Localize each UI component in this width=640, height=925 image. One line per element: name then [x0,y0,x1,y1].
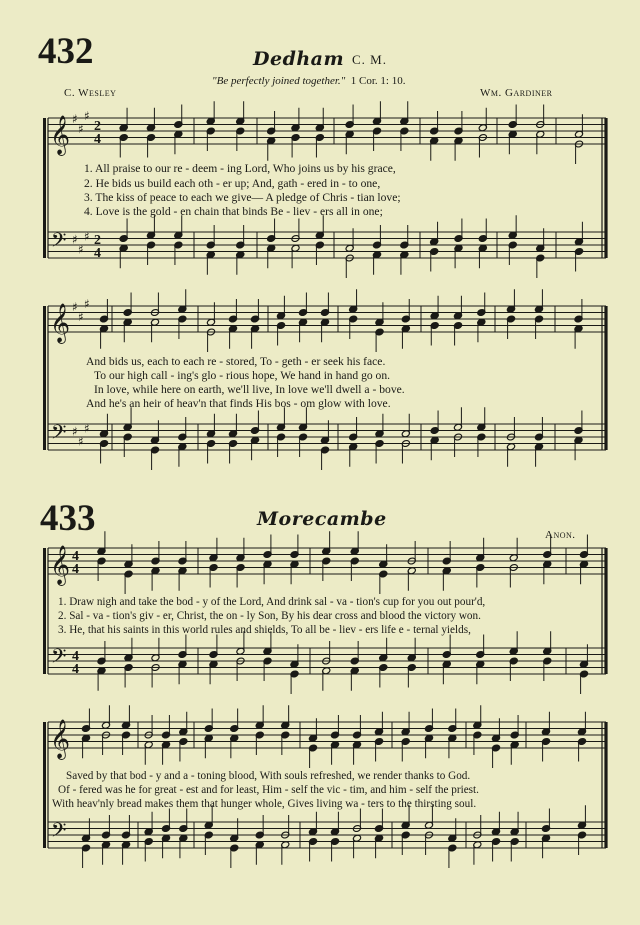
time-signature: 4 [72,562,79,577]
time-signature: 2 [94,119,101,134]
key-signature-sharp: ♯ [72,232,78,247]
treble-clef: 𝄞 [50,545,71,585]
time-signature: 4 [94,132,101,147]
key-signature-sharp: ♯ [84,421,90,436]
lyric-line: Saved by that bod - y and a - toning blood, With souls refreshed, we render thanks to God. [66,770,471,782]
key-signature-sharp: ♯ [78,121,84,136]
epigraph-quote: "Be perfectly joined together." [212,75,346,87]
lyric-line: In love, while here on earth, we'll live, In love we'll dwell a - bove. [94,383,405,396]
composer-credit: Wm. Gardiner [480,87,553,99]
lyric-line: 1. All praise to our re - deem - ing Lord, Who joins us by his grace, [84,162,396,175]
time-signature: 4 [72,662,79,677]
system-brace [43,118,46,258]
bass-clef: 𝄢 [51,420,67,449]
lyric-line: Of - fered was he for great - est and for least, Him - self the vic - tim, and him - self the priest. [58,784,479,796]
epigraph-reference: 1 Cor. 1: 10. [350,75,406,87]
key-signature-sharp: ♯ [78,309,84,324]
bass-clef: 𝄢 [51,818,67,847]
bass-clef: 𝄢 [51,228,67,257]
lyric-line: 3. He, that his saints in this world rules and shields, To all be - liev - ers life e - ternal yields, [58,624,471,636]
key-signature-sharp: ♯ [84,108,90,123]
bass-clef: 𝄢 [51,644,67,673]
lyric-line: 2. Sal - va - tion's giv - er, Christ, the on - ly Son, By his dear cross and blood the victory won. [58,610,481,622]
meter: C. M. [352,52,387,67]
treble-clef: 𝄞 [50,115,71,155]
key-signature-sharp: ♯ [84,229,90,244]
key-signature-sharp: ♯ [78,434,84,449]
system-brace [43,722,46,848]
time-signature: 4 [72,549,79,564]
lyric-line: 4. Love is the gold - en chain that binds Be - liev - ers all in one; [84,205,383,218]
tune-name: Morecambe [257,508,387,530]
key-signature-sharp: ♯ [72,300,78,314]
time-signature: 4 [94,246,101,261]
hymn-number: 433 [40,498,96,539]
treble-clef: 𝄞 [50,719,71,759]
lyric-line: 3. The kiss of peace to each we give— A pledge of Chris - tian love; [84,191,401,204]
lyric-line: And bids us, each to each re - stored, To - geth - er seek his face. [86,355,386,368]
lyric-line: 2. He bids us build each oth - er up; And, gath - ered in - to one, [84,177,381,190]
key-signature-sharp: ♯ [84,296,90,311]
composer-credit: Anon. [545,529,576,541]
hymn-number: 432 [38,31,94,72]
system-brace [43,306,46,450]
time-signature: 2 [94,233,101,248]
lyric-line: To our high call - ing's glo - rious hope, We hand in hand go on. [94,369,391,382]
key-signature-sharp: ♯ [72,424,78,439]
author-credit: C. Wesley [64,87,117,99]
system-brace [43,548,46,674]
lyric-line: 1. Draw nigh and take the bod - y of the Lord, And drink sal - va - tion's cup for you out pour'd, [58,596,486,608]
treble-clef: 𝄞 [50,303,71,343]
key-signature-sharp: ♯ [72,112,78,126]
lyric-line: With heav'nly bread makes them that hunger whole, Gives living wa - ters to the thirsting soul. [52,798,477,810]
tune-name: Dedham [253,48,345,70]
key-signature-sharp: ♯ [78,242,84,257]
lyric-line: And he's an heir of heav'n that finds His bos - om glow with love. [86,397,391,410]
time-signature: 4 [72,649,79,664]
